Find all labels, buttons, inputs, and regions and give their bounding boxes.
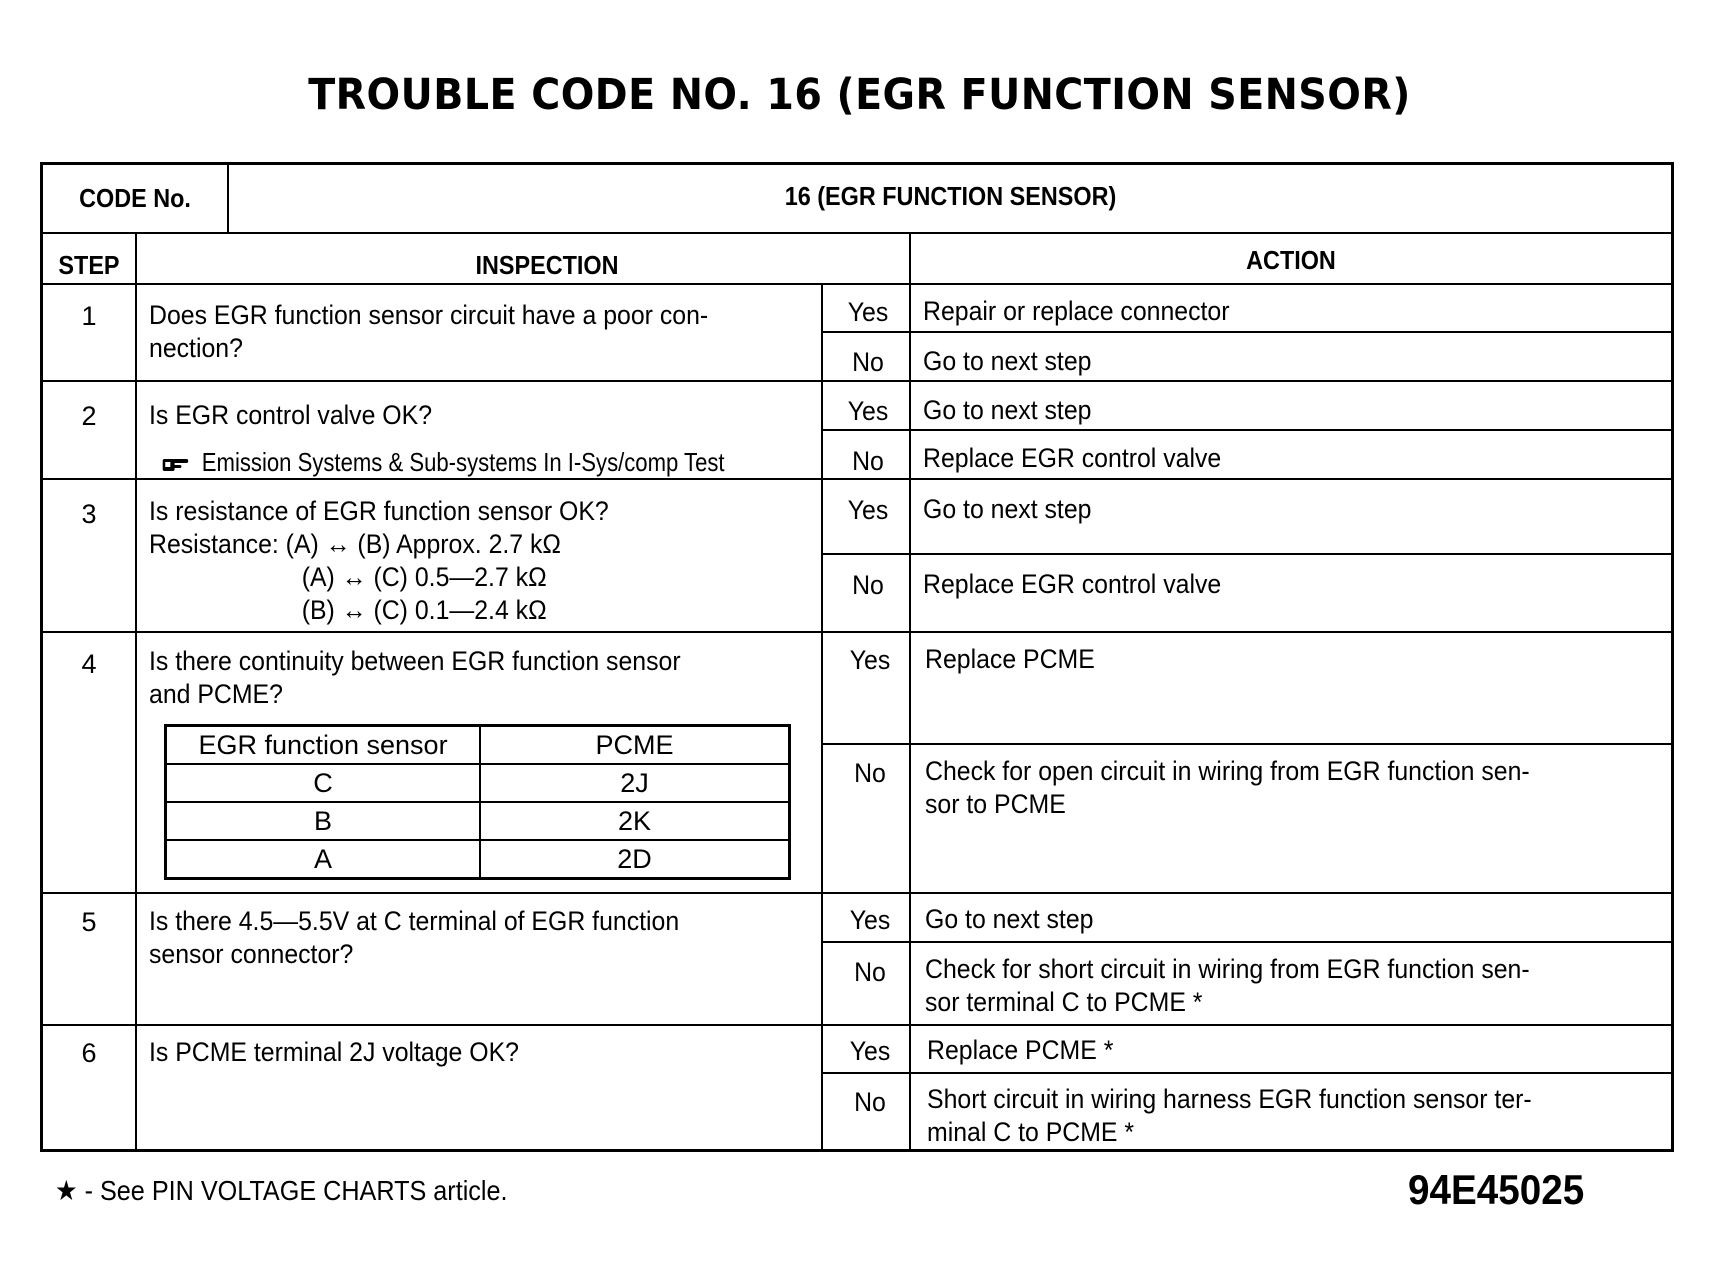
pcme-terminal: 2D	[480, 840, 790, 879]
column-header: EGR function sensor	[166, 726, 481, 765]
inspection-text: Is resistance of EGR function sensor OK? Resistance: (A) ↔ (B) Approx. 2.7 kΩ (A) ↔ (C) 0.5—2.7 kΩ (B) ↔ (C) 0.1—2.4 kΩ	[149, 496, 609, 625]
step-number: 4	[81, 649, 97, 679]
inspection-text: Does EGR function sensor circuit have a poor con- nection?	[149, 300, 709, 363]
no-label: No	[852, 347, 884, 377]
no-action: Go to next step	[923, 346, 1092, 376]
table-row	[166, 764, 790, 802]
code-label: CODE No.	[79, 183, 191, 213]
no-action: Replace EGR control valve	[923, 569, 1222, 599]
yes-label: Yes	[849, 1036, 891, 1066]
pointing-hand-icon	[161, 454, 190, 474]
no-action: Short circuit in wiring harness EGR function sensor ter- minal C to PCME *	[927, 1084, 1532, 1147]
sensor-terminal: B	[166, 802, 481, 840]
continuity-table-header	[166, 726, 790, 765]
table-row	[166, 802, 790, 840]
yes-label: Yes	[847, 495, 889, 525]
no-label: No	[852, 570, 884, 600]
pcme-terminal: 2J	[480, 764, 790, 802]
no-label: No	[852, 446, 884, 476]
inspection-text: Is EGR control valve OK?	[149, 400, 433, 430]
page-title: TROUBLE CODE NO. 16 (EGR FUNCTION SENSOR)	[308, 70, 1411, 120]
continuity-table	[164, 724, 791, 880]
yes-action: Go to next step	[925, 904, 1094, 934]
pcme-terminal: 2K	[480, 802, 790, 840]
column-header: PCME	[480, 726, 790, 765]
footnote: ★ - See PIN VOLTAGE CHARTS article.	[55, 1175, 508, 1206]
step-number: 3	[81, 499, 97, 529]
inspection-header: INSPECTION	[475, 250, 619, 280]
action-header: ACTION	[1246, 245, 1336, 275]
yes-action: Replace PCME *	[927, 1035, 1114, 1065]
step-number: 1	[81, 301, 97, 331]
yes-label: Yes	[847, 396, 889, 426]
no-action: Check for open circuit in wiring from EGR function sen- sor to PCME	[925, 756, 1530, 819]
yes-label: Yes	[847, 297, 889, 327]
sensor-terminal: C	[166, 764, 481, 802]
yes-action: Replace PCME	[925, 644, 1095, 674]
no-label: No	[854, 1087, 886, 1117]
sensor-terminal: A	[166, 840, 481, 879]
trouble-code-table	[40, 162, 1674, 1152]
yes-label: Yes	[849, 905, 891, 935]
no-label: No	[854, 758, 886, 788]
inspection-text: Is there 4.5—5.5V at C terminal of EGR function sensor connector?	[149, 906, 680, 969]
yes-label: Yes	[849, 645, 891, 675]
yes-action: Repair or replace connector	[923, 296, 1230, 326]
inspection-text: Is PCME terminal 2J voltage OK?	[149, 1037, 519, 1067]
figure-id: 94E45025	[1408, 1166, 1585, 1213]
step-number: 2	[81, 401, 97, 431]
step-number: 6	[81, 1038, 97, 1068]
code-value: 16 (EGR FUNCTION SENSOR)	[784, 181, 1117, 211]
no-action: Check for short circuit in wiring from EGR function sen- sor terminal C to PCME *	[925, 954, 1530, 1017]
yes-action: Go to next step	[923, 494, 1092, 524]
step-number: 5	[81, 907, 97, 937]
inspection-text: Is there continuity between EGR function sensor and PCME?	[149, 646, 681, 709]
yes-action: Go to next step	[923, 395, 1092, 425]
reference-link[interactable]: Emission Systems & Sub-systems In I-Sys/comp Test	[161, 446, 725, 479]
no-label: No	[854, 957, 886, 987]
table-row	[166, 840, 790, 879]
no-action: Replace EGR control valve	[923, 443, 1222, 473]
step-header: STEP	[58, 250, 120, 280]
